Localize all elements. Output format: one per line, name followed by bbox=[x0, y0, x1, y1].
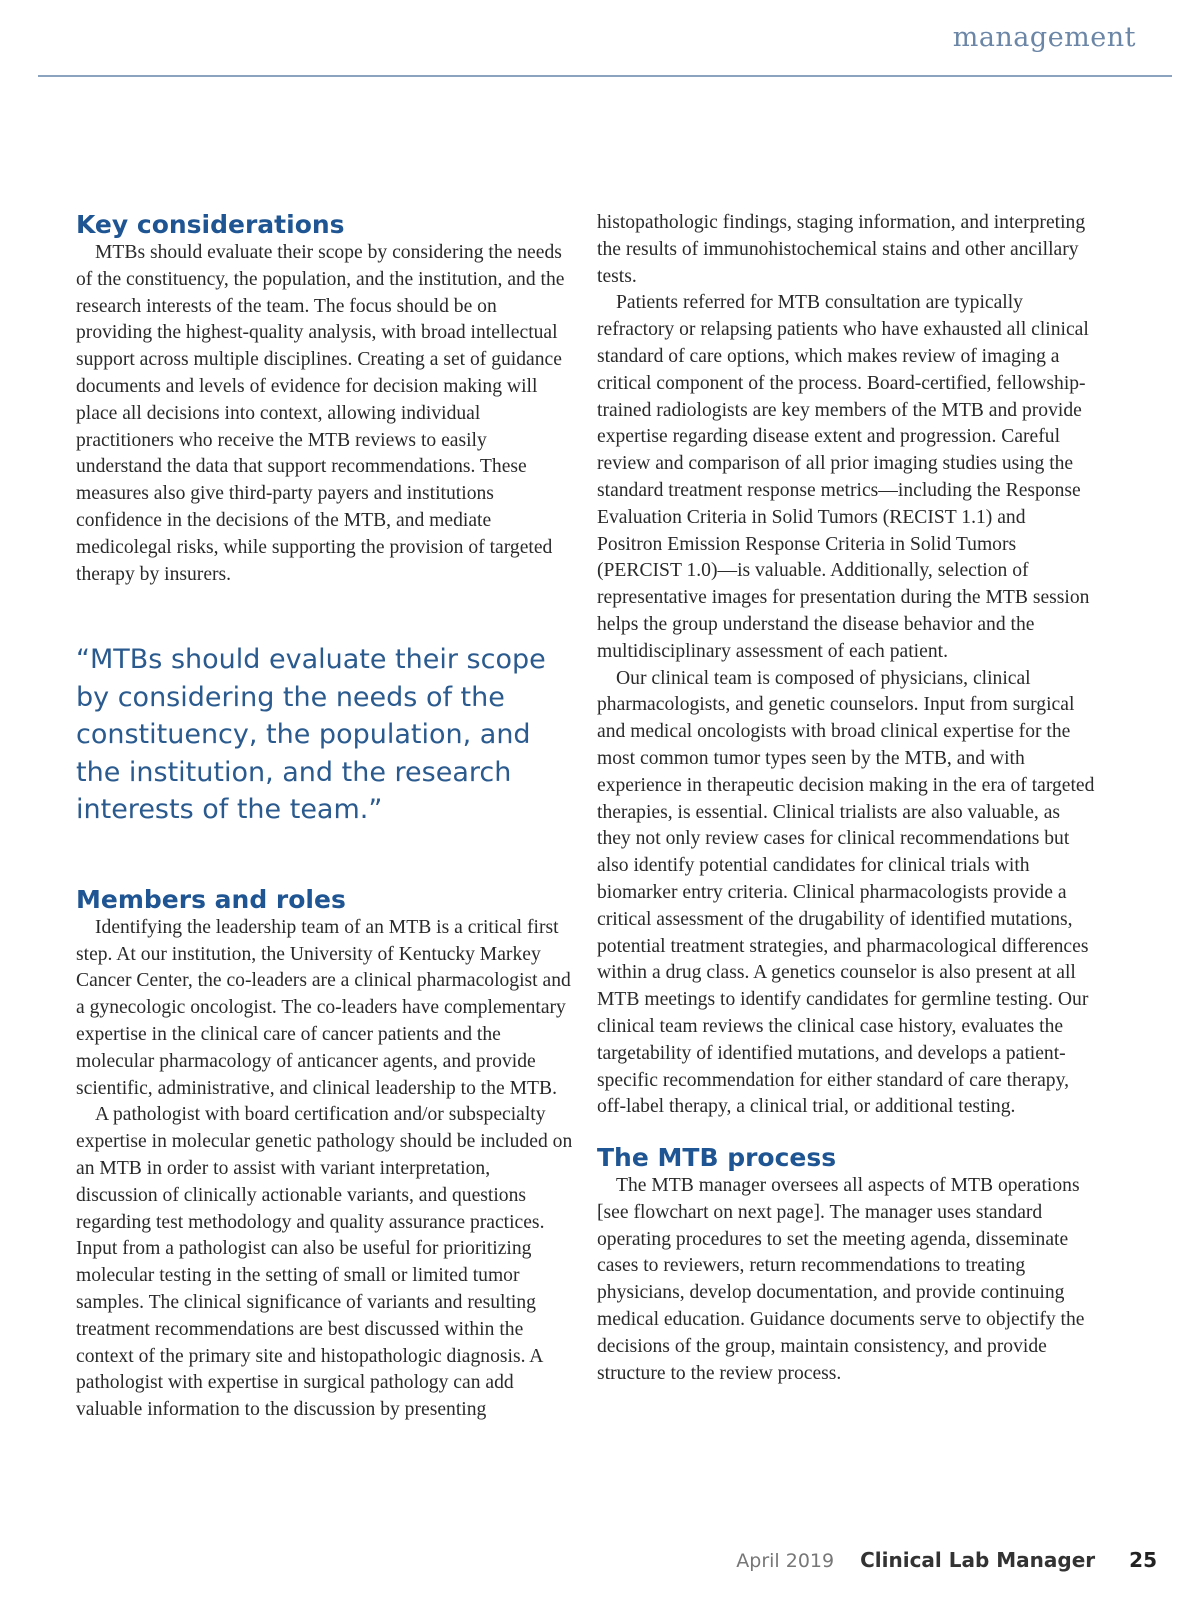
key-considerations-paragraph-1: MTBs should evaluate their scope by considering the needs of the constituency, the population, and the institution, and the research interests of the team. The focus should be on providing the highest-quality analysis, with broad intellectual support across multiple disciplines. Creating a set of guidance documents and levels of evidence for decision making will place all decisions into context, allowing individual practitioners who receive the MTB reviews to easily understand the data that support recommendations. These measures also give third-party payers and institutions confidence in the decisions of the MTB, and mediate medicolegal risks, while supporting the provision of targeted therapy by insurers. bbox=[76, 242, 565, 585]
imaging-paragraph: Patients referred for MTB consultation are typically refractory or relapsing patients who have exhausted all clinical standard of care options, which makes review of imaging a critical component of the process. Board-certified, fellowship-trained radiologists are key members of the MTB and provide expertise regarding disease extent and progression. Careful review and comparison of all prior imaging studies using the standard treatment response metrics—including the Response Evaluation Criteria in Solid Tumors (RECIST 1.1) and Positron Emission Response Criteria in Solid Tumors (PERCIST 1.0)—is valuable. Additionally, selection of representative images for presentation during the MTB session helps the group understand the disease behavior and the multidisciplinary assessment of each patient. bbox=[597, 292, 1090, 662]
page-number: 25 bbox=[1129, 1548, 1157, 1572]
issue-date: April 2019 bbox=[736, 1550, 835, 1572]
members-roles-heading: Members and roles bbox=[76, 884, 346, 914]
pull-quote: “MTBs should evaluate their scope by considering the needs of the constituency, the population, and the institution, and the research interests of the team.” bbox=[76, 644, 546, 826]
members-roles-paragraph-2: A pathologist with board certification and/or subspecialty expertise in molecular genetic pathology should be included on an MTB in order to assist with variant interpretation, discussion of clinically actionable variants, and questions regarding test methodology and quality assurance practices. Input from a pathologist can also be useful for prioritizing molecular testing in the setting of small or limited tumor samples. The clinical significance of variants and resulting treatment recommendations are best discussed within the context of the primary site and histopathologic diagnosis. A pathologist with expertise in surgical pathology can add valuable information to the discussion by presenting bbox=[76, 1104, 573, 1421]
clinical-team-paragraph: Our clinical team is composed of physicians, clinical pharmacologists, and genetic counselors. Input from surgical and medical oncologists with broad clinical expertise for the most common tumor types seen by the MTB, and with experience in therapeutic decision making in the era of targeted therapies, is essential. Clinical trialists are also valuable, as they not only review cases for clinical recommendations but also identify potential candidates for clinical trials with biomarker entry criteria. Clinical pharmacologists provide a critical assessment of the drugability of identified mutations, potential treatment strategies, and pharmacological differences within a drug class. A genetics counselor is also present at all MTB meetings to identify candidates for germline testing. Our clinical team reviews the clinical case history, evaluates the targetability of identified mutations, and develops a patient-specific recommendation for either standard of care therapy, off-label therapy, a clinical trial, or additional testing. bbox=[597, 667, 1095, 1118]
members-roles-paragraph-1: Identifying the leadership team of an MTB is a critical first step. At our institution, the University of Kentucky Markey Cancer Center, the co-leaders are a clinical pharmacologist and a gynecologic oncologist. The co-leaders have complementary expertise in the clinical care of cancer patients and the molecular pharmacology of anticancer agents, and provide scientific, administrative, and clinical leadership to the MTB. bbox=[76, 916, 571, 1099]
continued-paragraph: histopathologic findings, staging information, and interpreting the results of immunohistochemical stains and other ancillary tests. bbox=[597, 212, 1086, 287]
magazine-name: Clinical Lab Manager bbox=[860, 1548, 1096, 1572]
left-column bbox=[76, 210, 574, 1424]
section-tag: management bbox=[952, 22, 1136, 53]
mtb-process-heading: The MTB process bbox=[597, 1143, 837, 1173]
mtb-process-paragraph-1: The MTB manager oversees all aspects of MTB operations [see flowchart on next page]. The manager uses standard operating procedures to set the meeting agenda, disseminate cases to reviewers, return recommendations to treating physicians, develop documentation, and provide continuing medical education. Guidance documents serve to objectify the decisions of the group, maintain consistency, and provide structure to the review process. bbox=[597, 1175, 1085, 1384]
header-rule bbox=[38, 75, 1172, 77]
page-footer bbox=[736, 1548, 1157, 1572]
right-column bbox=[597, 210, 1095, 1387]
key-considerations-heading: Key considerations bbox=[76, 210, 345, 239]
